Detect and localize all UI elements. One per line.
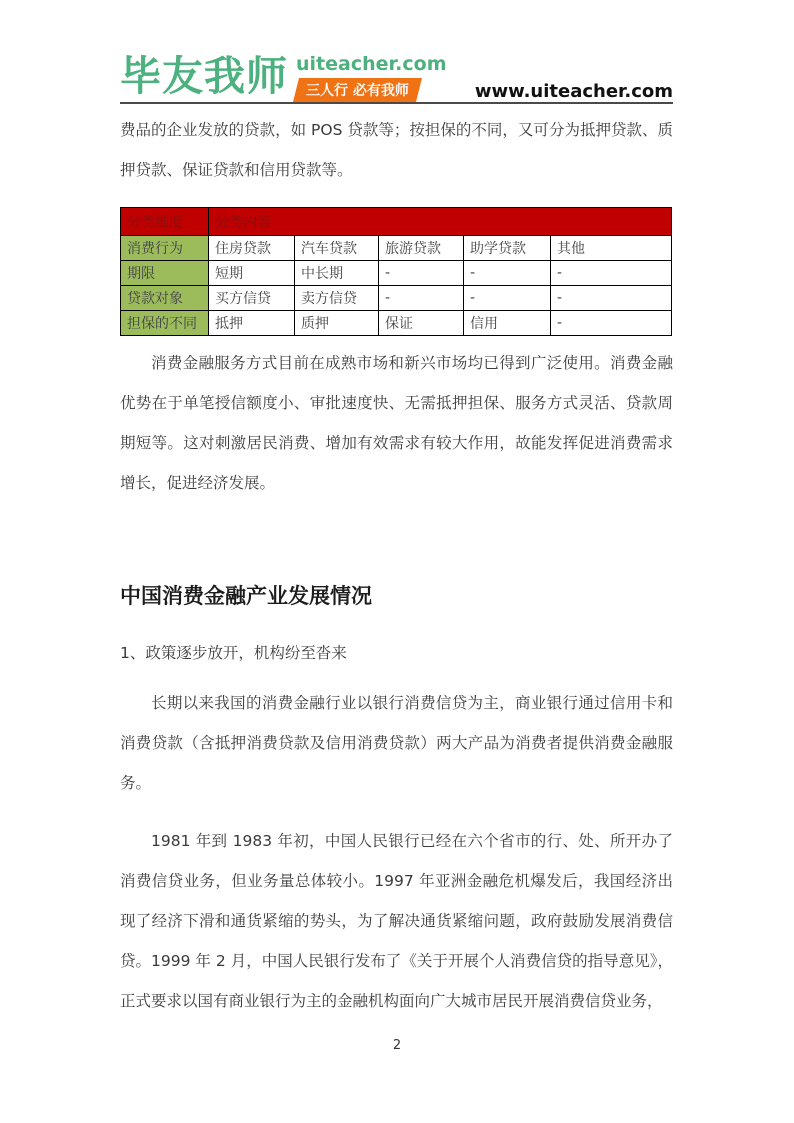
- table-cell: -: [464, 286, 551, 311]
- table-cell: 保证: [379, 311, 464, 336]
- table-cell: -: [551, 311, 672, 336]
- table-cell: 质押: [295, 311, 379, 336]
- table-row: [121, 286, 672, 311]
- paragraph-history-2: 1981 年到 1983 年初，中国人民银行已经在六个省市的行、处、所开办了消费信贷业务，但业务量总体较小。1997 年亚洲金融危机爆发后，我国经济出现了经济下滑和通货紧缩的势头，为了解决通货紧缩问题，政府鼓励发展消费信贷。1999 年 2 月，中国人民银行发布了《关于开展个人消费信贷的指导意见》，正式要求以国有商业银行为主的金融机构面向广大城市居民开展消费信贷业务，: [120, 832, 673, 1010]
- table-cell: -: [464, 261, 551, 286]
- logo-domain-text: uiteacher.com: [296, 53, 447, 75]
- document-body: [120, 110, 673, 1021]
- logo-text: 毕友我师: [120, 52, 288, 100]
- page-number: 2: [392, 1038, 402, 1053]
- table-row: [121, 311, 672, 336]
- paragraph-history-1: 长期以来我国的消费金融行业以银行消费信贷为主，商业银行通过信用卡和消费贷款（含抵押消费贷款及信用消费贷款）两大产品为消费者提供消费金融服务。: [120, 694, 673, 792]
- table-cell: 汽车贷款: [295, 236, 379, 261]
- table-row-label: 期限: [121, 261, 209, 286]
- logo-slogan-badge: [293, 78, 422, 102]
- logo-sub-block: [296, 48, 447, 102]
- table-cell: 住房贷款: [209, 236, 295, 261]
- table-cell: 信用: [464, 311, 551, 336]
- table-header-cell: 分类内容: [209, 208, 672, 236]
- table-cell: -: [379, 286, 464, 311]
- table-row-label: 贷款对象: [121, 286, 209, 311]
- table-cell: 旅游贷款: [379, 236, 464, 261]
- table-cell: 买方信贷: [209, 286, 295, 311]
- paragraph-intro: 费品的企业发放的贷款，如 POS 贷款等；按担保的不同，又可分为抵押贷款、质押贷款、保证贷款和信用贷款等。: [120, 121, 673, 179]
- table-row: [121, 236, 672, 261]
- table-cell: -: [551, 261, 672, 286]
- subsection-title: 1、政策逐步放开，机构纷至沓来: [120, 644, 347, 662]
- loan-classification-table: [120, 207, 672, 336]
- table-cell: -: [379, 261, 464, 286]
- table-cell: 卖方信贷: [295, 286, 379, 311]
- table-cell: 短期: [209, 261, 295, 286]
- table-cell: 抵押: [209, 311, 295, 336]
- table-row-label: 担保的不同: [121, 311, 209, 336]
- table-cell: -: [551, 286, 672, 311]
- paragraph-service-advantages: 消费金融服务方式目前在成熟市场和新兴市场均已得到广泛使用。消费金融优势在于单笔授信额度小、审批速度快、无需抵押担保、服务方式灵活、贷款周期短等。这对刺激居民消费、增加有效需求有较大作用，故能发挥促进消费需求增长，促进经济发展。: [120, 354, 673, 492]
- table-header-row: [121, 208, 672, 236]
- logo: [120, 48, 447, 104]
- page-header: [120, 44, 673, 104]
- table-cell: 其他: [551, 236, 672, 261]
- table-row-label: 消费行为: [121, 236, 209, 261]
- table-header-cell: 分类维度: [121, 208, 209, 236]
- section-title: 中国消费金融产业发展情况: [120, 584, 372, 608]
- logo-slogan-text: 三人行 必有我师: [306, 83, 409, 99]
- table-cell: 中长期: [295, 261, 379, 286]
- table-cell: 助学贷款: [464, 236, 551, 261]
- table-row: [121, 261, 672, 286]
- site-url-text: www.uiteacher.com: [474, 81, 673, 102]
- header-divider: [120, 102, 673, 104]
